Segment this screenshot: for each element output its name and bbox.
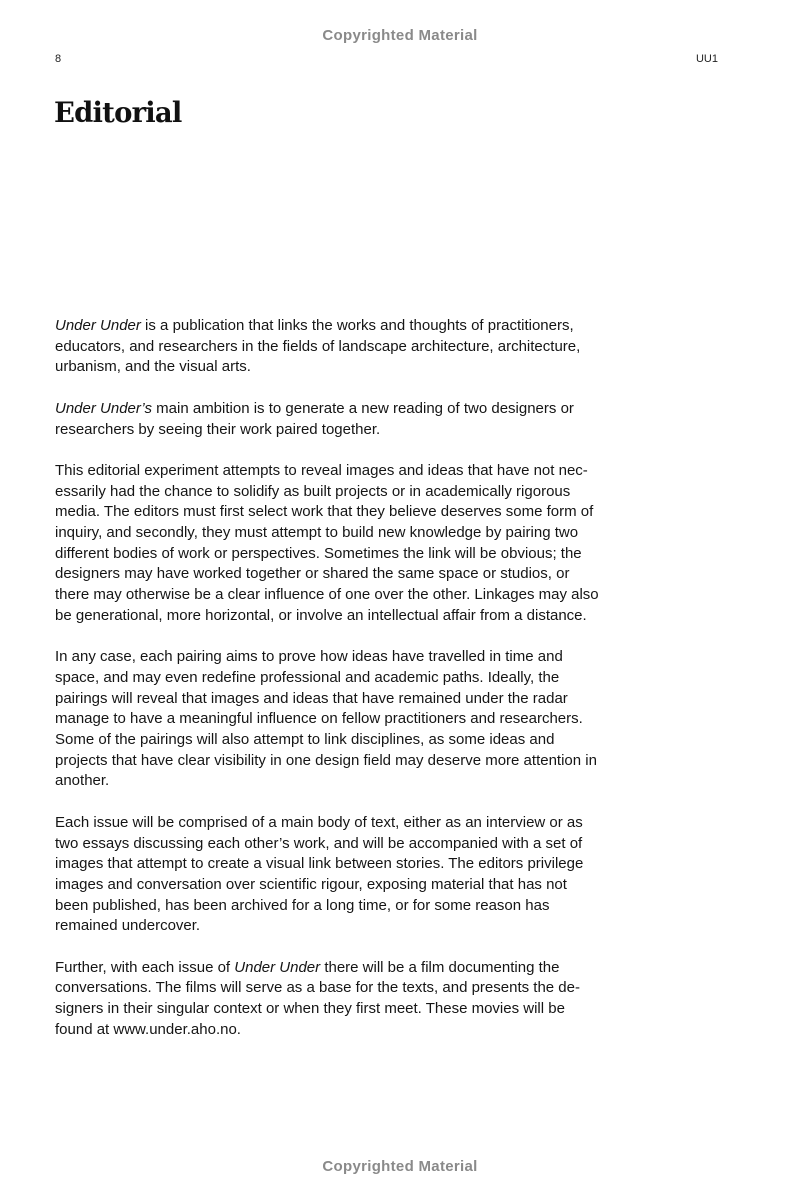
paragraph-2 — [55, 399, 600, 440]
copyright-watermark-top: Copyrighted Material — [322, 27, 478, 44]
page-number: 8 — [55, 53, 62, 65]
copyright-watermark-bottom: Copyrighted Material — [322, 1158, 478, 1175]
publication-title-italic: Under Under — [234, 958, 321, 976]
publication-title-italic: Under Under’s — [55, 399, 152, 417]
paragraph-4: In any case, each pairing aims to prove how ideas have travelled in time and space, and may even redefine professional and academic paths. Ideally, the pairings will reveal that images and ideas that have remained under the radar manage to have a meaningful influence on fellow practitioners and researchers. Some of the pairings will also attempt to link disciplines, as some ideas and projects that have clear visibility in one design field may deserve more attention in another. — [55, 648, 597, 790]
paragraph-3: This editorial experiment attempts to reveal images and ideas that have not necessarily had the chance to solidify as built projects or in academically rigorous media. The editors must first select work that they believe deserves some form of inquiry, and secondly, they must attempt to build new knowledge by pairing two different bodies of work or perspectives. Sometimes the link will be obvious; the designers may have worked together or shared the same space or studios, or there may otherwise be a clear influence of one over the other. Linkages may also be generational, more horizontal, or involve an intellectual affair from a distance. — [55, 461, 599, 624]
paragraph-1-text: is a publication that links the works and thoughts of practitioners, educators, and researchers in the fields of landscape architecture, architecture, urbanism, and the visual arts. — [55, 317, 581, 376]
paragraph-6-text-after: there will be a film documenting the conversations. The films will serve as a base for the texts, and presents the designers in their singular context or when they first meet. These movies will be found at www.under.aho.no. — [55, 958, 580, 1038]
paragraph-2-text: main ambition is to generate a new reading of two designers or researchers by seeing their work paired together. — [55, 399, 574, 438]
running-head: UU1 — [695, 53, 718, 65]
paragraph-6 — [55, 958, 600, 1041]
page-title: Editorial — [54, 96, 182, 129]
editorial-body — [55, 316, 600, 1061]
publication-title-italic: Under Under — [55, 317, 141, 334]
paragraph-5: Each issue will be comprised of a main body of text, either as an interview or as two essays discussing each other’s work, and will be accompanied with a set of images that attempt to create a visual link between stories. The editors privilege images and conversation over scientific rigour, exposing material that has not been published, has been archived for a long time, or for some reason has remained undercover. — [55, 813, 584, 935]
paragraph-6-text-before: Further, with each issue of — [55, 958, 235, 976]
paragraph-1 — [55, 316, 600, 378]
